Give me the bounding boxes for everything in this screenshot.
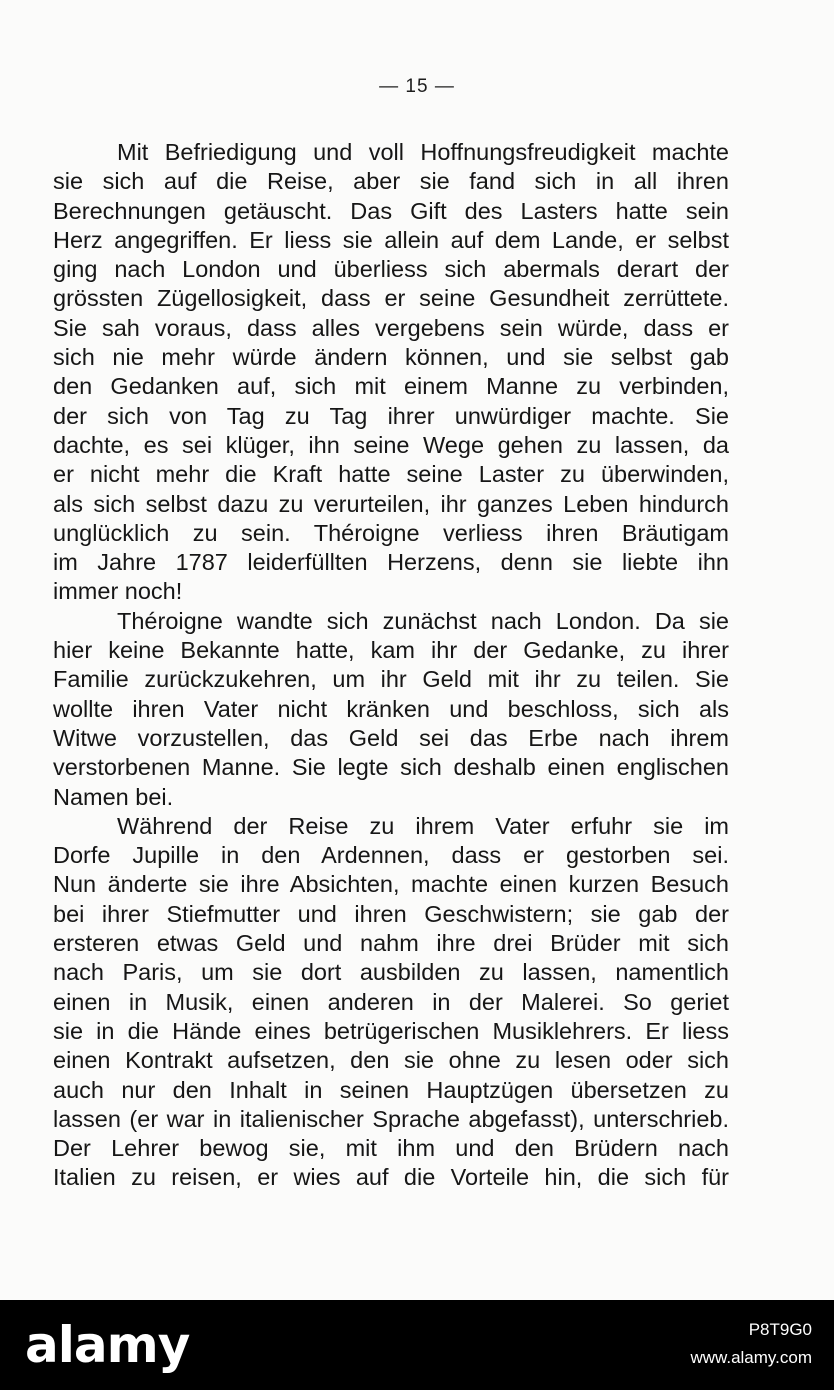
- text-line: auch nur den Inhalt in seinen Hauptzügen übersetzen zu: [53, 1076, 729, 1103]
- text-line: nach Paris, um sie dort ausbilden zu lassen, namentlich: [53, 959, 729, 986]
- text-line: sie in die Hände eines betrügerischen Musiklehrers. Er liess: [53, 1017, 729, 1044]
- text-line: Herz angegriffen. Er liess sie allein auf dem Lande, er selbst: [53, 226, 729, 253]
- text-line: Dorfe Jupille in den Ardennen, dass er gestorben sei.: [53, 842, 729, 869]
- text-line: Théroigne wandte sich zunächst nach London. Da sie: [117, 607, 729, 634]
- text-line: sich nie mehr würde ändern können, und sie selbst gab: [53, 344, 729, 371]
- text-line: ging nach London und überliess sich abermals derart der: [53, 256, 729, 283]
- text-line: als sich selbst dazu zu verurteilen, ihr ganzes Leben hindurch: [53, 490, 729, 517]
- text-line: im Jahre 1787 leiderfüllten Herzens, denn sie liebte ihn: [53, 549, 729, 576]
- text-line: er nicht mehr die Kraft hatte seine Laster zu überwinden,: [53, 461, 729, 488]
- text-line: hier keine Bekannte hatte, kam ihr der Gedanke, zu ihrer: [53, 637, 729, 664]
- text-line: Nun änderte sie ihre Absichten, machte einen kurzen Besuch: [53, 871, 729, 898]
- text-line: lassen (er war in italienischer Sprache abgefasst), unterschrieb.: [53, 1105, 729, 1132]
- text-line: ersteren etwas Geld und nahm ihre drei Brüder mit sich: [53, 930, 729, 957]
- text-line: Familie zurückzukehren, um ihr Geld mit ihr zu teilen. Sie: [53, 666, 729, 693]
- watermark-footer-bar: [0, 1300, 834, 1390]
- text-line: wollte ihren Vater nicht kränken und beschloss, sich als: [53, 695, 729, 722]
- page-number: — 15 —: [379, 76, 455, 97]
- image-code: P8T9G0: [748, 1320, 812, 1339]
- text-line: Berechnungen getäuscht. Das Gift des Lasters hatte sein: [53, 197, 729, 224]
- alamy-logo: alamy: [25, 1316, 190, 1374]
- text-line: immer noch!: [53, 578, 183, 605]
- text-line: grössten Zügellosigkeit, dass er seine Gesundheit zerrüttete.: [53, 285, 729, 312]
- text-line: einen Kontrakt aufsetzen, den sie ohne zu lesen oder sich: [53, 1047, 729, 1074]
- text-line: bei ihrer Stiefmutter und ihren Geschwistern; sie gab der: [53, 900, 729, 927]
- text-line: Während der Reise zu ihrem Vater erfuhr sie im: [117, 812, 729, 839]
- text-line: Italien zu reisen, er wies auf die Vorteile hin, die sich für: [53, 1164, 729, 1191]
- text-line: unglücklich zu sein. Théroigne verliess ihren Bräutigam: [53, 519, 729, 546]
- text-line: dachte, es sei klüger, ihn seine Wege gehen zu lassen, da: [53, 431, 729, 458]
- text-line: sie sich auf die Reise, aber sie fand sich in all ihren: [53, 168, 729, 195]
- text-line: Sie sah voraus, dass alles vergebens sein würde, dass er: [53, 314, 729, 341]
- text-line: Witwe vorzustellen, das Geld sei das Erbe nach ihrem: [53, 724, 729, 751]
- text-line: Namen bei.: [53, 783, 174, 810]
- text-line: verstorbenen Manne. Sie legte sich deshalb einen englischen: [53, 754, 729, 781]
- text-line: einen in Musik, einen anderen in der Malerei. So geriet: [53, 988, 729, 1015]
- text-line: Mit Befriedigung und voll Hoffnungsfreudigkeit machte: [117, 139, 729, 165]
- body-text: [53, 138, 729, 1193]
- text-line: den Gedanken auf, sich mit einem Manne zu verbinden,: [53, 373, 729, 400]
- site-url: www.alamy.com: [690, 1348, 812, 1367]
- text-line: Der Lehrer bewog sie, mit ihm und den Brüdern nach: [53, 1135, 729, 1162]
- text-line: der sich von Tag zu Tag ihrer unwürdiger machte. Sie: [53, 402, 729, 429]
